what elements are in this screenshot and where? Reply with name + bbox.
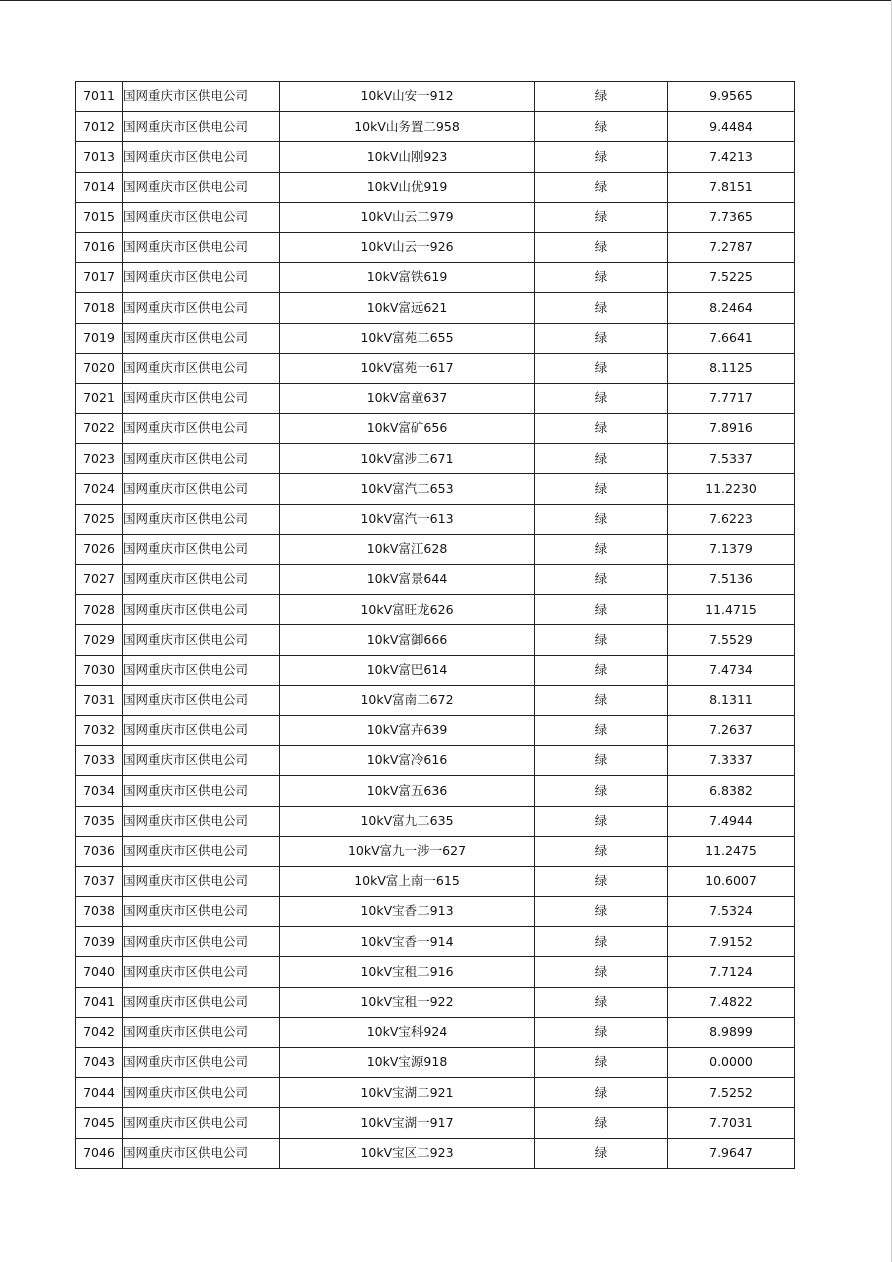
cell-value: 11.2475	[668, 836, 795, 866]
cell-value: 7.4822	[668, 987, 795, 1017]
cell-value: 7.9647	[668, 1138, 795, 1168]
table-row	[76, 414, 795, 444]
cell-line-name: 10kV富矿656	[280, 414, 535, 444]
cell-line-name: 10kV宝租一922	[280, 987, 535, 1017]
cell-line-name: 10kV山安一912	[280, 82, 535, 112]
cell-company: 国网重庆市区供电公司	[123, 444, 280, 474]
cell-line-name: 10kV山云二979	[280, 202, 535, 232]
cell-color-grade: 绿	[535, 987, 668, 1017]
cell-value: 8.1311	[668, 685, 795, 715]
cell-company: 国网重庆市区供电公司	[123, 202, 280, 232]
cell-id: 7029	[76, 625, 123, 655]
cell-id: 7015	[76, 202, 123, 232]
cell-id: 7028	[76, 595, 123, 625]
cell-line-name: 10kV富铁619	[280, 263, 535, 293]
cell-company: 国网重庆市区供电公司	[123, 504, 280, 534]
table-row	[76, 142, 795, 172]
cell-id: 7041	[76, 987, 123, 1017]
cell-line-name: 10kV富苑二655	[280, 323, 535, 353]
cell-value: 6.8382	[668, 776, 795, 806]
cell-id: 7044	[76, 1078, 123, 1108]
cell-id: 7036	[76, 836, 123, 866]
data-table	[75, 81, 795, 1169]
cell-color-grade: 绿	[535, 595, 668, 625]
cell-color-grade: 绿	[535, 172, 668, 202]
table-row	[76, 1078, 795, 1108]
cell-value: 7.5252	[668, 1078, 795, 1108]
table-row	[76, 806, 795, 836]
cell-color-grade: 绿	[535, 504, 668, 534]
table-row	[76, 897, 795, 927]
cell-line-name: 10kV富苑一617	[280, 353, 535, 383]
table-row	[76, 1048, 795, 1078]
cell-color-grade: 绿	[535, 776, 668, 806]
cell-color-grade: 绿	[535, 474, 668, 504]
cell-company: 国网重庆市区供电公司	[123, 836, 280, 866]
cell-id: 7037	[76, 866, 123, 896]
cell-value: 7.9152	[668, 927, 795, 957]
table-row	[76, 1017, 795, 1047]
table-row	[76, 1108, 795, 1138]
cell-id: 7019	[76, 323, 123, 353]
cell-color-grade: 绿	[535, 685, 668, 715]
cell-color-grade: 绿	[535, 1138, 668, 1168]
cell-id: 7040	[76, 957, 123, 987]
cell-value: 0.0000	[668, 1048, 795, 1078]
cell-value: 7.2787	[668, 232, 795, 262]
cell-value: 7.1379	[668, 534, 795, 564]
cell-id: 7032	[76, 715, 123, 745]
cell-color-grade: 绿	[535, 1078, 668, 1108]
cell-value: 7.3337	[668, 746, 795, 776]
cell-company: 国网重庆市区供电公司	[123, 82, 280, 112]
cell-color-grade: 绿	[535, 565, 668, 595]
cell-id: 7030	[76, 655, 123, 685]
cell-line-name: 10kV宝湖二921	[280, 1078, 535, 1108]
cell-value: 7.7717	[668, 383, 795, 413]
cell-company: 国网重庆市区供电公司	[123, 595, 280, 625]
cell-id: 7018	[76, 293, 123, 323]
table-row	[76, 776, 795, 806]
table-row	[76, 746, 795, 776]
cell-value: 7.4944	[668, 806, 795, 836]
cell-value: 7.6223	[668, 504, 795, 534]
table-row	[76, 957, 795, 987]
cell-value: 7.5529	[668, 625, 795, 655]
cell-value: 7.4213	[668, 142, 795, 172]
cell-id: 7039	[76, 927, 123, 957]
cell-company: 国网重庆市区供电公司	[123, 776, 280, 806]
cell-line-name: 10kV宝湖一917	[280, 1108, 535, 1138]
cell-id: 7016	[76, 232, 123, 262]
cell-company: 国网重庆市区供电公司	[123, 987, 280, 1017]
cell-value: 7.8151	[668, 172, 795, 202]
cell-line-name: 10kV富五636	[280, 776, 535, 806]
cell-id: 7043	[76, 1048, 123, 1078]
cell-company: 国网重庆市区供电公司	[123, 414, 280, 444]
table-row	[76, 293, 795, 323]
table-row	[76, 474, 795, 504]
cell-id: 7031	[76, 685, 123, 715]
table-row	[76, 866, 795, 896]
cell-color-grade: 绿	[535, 715, 668, 745]
cell-id: 7023	[76, 444, 123, 474]
cell-value: 8.9899	[668, 1017, 795, 1047]
cell-line-name: 10kV富童637	[280, 383, 535, 413]
table-row	[76, 595, 795, 625]
table-row	[76, 82, 795, 112]
table-row	[76, 172, 795, 202]
cell-color-grade: 绿	[535, 625, 668, 655]
cell-line-name: 10kV山刚923	[280, 142, 535, 172]
cell-company: 国网重庆市区供电公司	[123, 383, 280, 413]
cell-line-name: 10kV宝科924	[280, 1017, 535, 1047]
cell-company: 国网重庆市区供电公司	[123, 534, 280, 564]
cell-company: 国网重庆市区供电公司	[123, 263, 280, 293]
cell-id: 7011	[76, 82, 123, 112]
cell-value: 7.5225	[668, 263, 795, 293]
cell-id: 7042	[76, 1017, 123, 1047]
cell-id: 7045	[76, 1108, 123, 1138]
table-row	[76, 202, 795, 232]
cell-color-grade: 绿	[535, 655, 668, 685]
cell-company: 国网重庆市区供电公司	[123, 112, 280, 142]
cell-value: 7.4734	[668, 655, 795, 685]
cell-color-grade: 绿	[535, 746, 668, 776]
cell-color-grade: 绿	[535, 836, 668, 866]
table-body	[76, 82, 795, 1169]
cell-line-name: 10kV富远621	[280, 293, 535, 323]
cell-company: 国网重庆市区供电公司	[123, 715, 280, 745]
cell-color-grade: 绿	[535, 866, 668, 896]
cell-color-grade: 绿	[535, 82, 668, 112]
cell-id: 7025	[76, 504, 123, 534]
cell-color-grade: 绿	[535, 897, 668, 927]
cell-company: 国网重庆市区供电公司	[123, 625, 280, 655]
cell-color-grade: 绿	[535, 414, 668, 444]
cell-value: 7.5324	[668, 897, 795, 927]
table-row	[76, 625, 795, 655]
cell-color-grade: 绿	[535, 534, 668, 564]
cell-company: 国网重庆市区供电公司	[123, 172, 280, 202]
cell-line-name: 10kV富御666	[280, 625, 535, 655]
cell-line-name: 10kV富景644	[280, 565, 535, 595]
table-row	[76, 1138, 795, 1168]
cell-line-name: 10kV富上南一615	[280, 866, 535, 896]
cell-color-grade: 绿	[535, 202, 668, 232]
table-row	[76, 534, 795, 564]
cell-line-name: 10kV山云一926	[280, 232, 535, 262]
cell-company: 国网重庆市区供电公司	[123, 474, 280, 504]
cell-line-name: 10kV富卉639	[280, 715, 535, 745]
cell-company: 国网重庆市区供电公司	[123, 142, 280, 172]
table-row	[76, 836, 795, 866]
table-row	[76, 353, 795, 383]
cell-id: 7013	[76, 142, 123, 172]
cell-company: 国网重庆市区供电公司	[123, 1108, 280, 1138]
table-row	[76, 323, 795, 353]
cell-id: 7024	[76, 474, 123, 504]
cell-line-name: 10kV富旺龙626	[280, 595, 535, 625]
cell-id: 7026	[76, 534, 123, 564]
cell-company: 国网重庆市区供电公司	[123, 565, 280, 595]
cell-id: 7012	[76, 112, 123, 142]
cell-company: 国网重庆市区供电公司	[123, 866, 280, 896]
cell-color-grade: 绿	[535, 263, 668, 293]
table-row	[76, 685, 795, 715]
cell-line-name: 10kV富南二672	[280, 685, 535, 715]
cell-color-grade: 绿	[535, 1108, 668, 1138]
table-row	[76, 565, 795, 595]
cell-color-grade: 绿	[535, 444, 668, 474]
cell-company: 国网重庆市区供电公司	[123, 897, 280, 927]
cell-line-name: 10kV富涉二671	[280, 444, 535, 474]
cell-value: 7.2637	[668, 715, 795, 745]
cell-line-name: 10kV宝区二923	[280, 1138, 535, 1168]
cell-color-grade: 绿	[535, 1048, 668, 1078]
table-row	[76, 504, 795, 534]
cell-color-grade: 绿	[535, 232, 668, 262]
cell-color-grade: 绿	[535, 957, 668, 987]
cell-color-grade: 绿	[535, 927, 668, 957]
table-row	[76, 715, 795, 745]
cell-company: 国网重庆市区供电公司	[123, 1078, 280, 1108]
cell-line-name: 10kV富九二635	[280, 806, 535, 836]
cell-line-name: 10kV富九一涉一627	[280, 836, 535, 866]
cell-value: 10.6007	[668, 866, 795, 896]
cell-color-grade: 绿	[535, 293, 668, 323]
cell-color-grade: 绿	[535, 112, 668, 142]
cell-value: 9.4484	[668, 112, 795, 142]
cell-id: 7014	[76, 172, 123, 202]
cell-value: 7.7031	[668, 1108, 795, 1138]
cell-id: 7020	[76, 353, 123, 383]
cell-color-grade: 绿	[535, 353, 668, 383]
cell-color-grade: 绿	[535, 323, 668, 353]
page-top-rule	[0, 0, 892, 1]
cell-value: 11.2230	[668, 474, 795, 504]
cell-value: 7.5136	[668, 565, 795, 595]
cell-id: 7021	[76, 383, 123, 413]
cell-id: 7033	[76, 746, 123, 776]
cell-line-name: 10kV富江628	[280, 534, 535, 564]
cell-line-name: 10kV富冷616	[280, 746, 535, 776]
cell-company: 国网重庆市区供电公司	[123, 806, 280, 836]
cell-company: 国网重庆市区供电公司	[123, 927, 280, 957]
cell-id: 7038	[76, 897, 123, 927]
cell-id: 7022	[76, 414, 123, 444]
cell-value: 7.6641	[668, 323, 795, 353]
cell-value: 9.9565	[668, 82, 795, 112]
cell-value: 7.7365	[668, 202, 795, 232]
cell-line-name: 10kV山务置二958	[280, 112, 535, 142]
table-row	[76, 232, 795, 262]
cell-line-name: 10kV富巴614	[280, 655, 535, 685]
cell-color-grade: 绿	[535, 383, 668, 413]
cell-line-name: 10kV山优919	[280, 172, 535, 202]
cell-company: 国网重庆市区供电公司	[123, 1017, 280, 1047]
table-row	[76, 655, 795, 685]
cell-id: 7034	[76, 776, 123, 806]
cell-company: 国网重庆市区供电公司	[123, 655, 280, 685]
cell-color-grade: 绿	[535, 142, 668, 172]
cell-id: 7035	[76, 806, 123, 836]
cell-company: 国网重庆市区供电公司	[123, 1048, 280, 1078]
cell-id: 7027	[76, 565, 123, 595]
cell-company: 国网重庆市区供电公司	[123, 323, 280, 353]
cell-color-grade: 绿	[535, 806, 668, 836]
cell-company: 国网重庆市区供电公司	[123, 957, 280, 987]
table-row	[76, 383, 795, 413]
table-row	[76, 927, 795, 957]
cell-company: 国网重庆市区供电公司	[123, 1138, 280, 1168]
cell-line-name: 10kV富汽一613	[280, 504, 535, 534]
cell-line-name: 10kV宝香二913	[280, 897, 535, 927]
cell-value: 8.1125	[668, 353, 795, 383]
cell-line-name: 10kV宝租二916	[280, 957, 535, 987]
cell-id: 7046	[76, 1138, 123, 1168]
cell-line-name: 10kV宝源918	[280, 1048, 535, 1078]
cell-company: 国网重庆市区供电公司	[123, 353, 280, 383]
cell-id: 7017	[76, 263, 123, 293]
table-row	[76, 112, 795, 142]
table-row	[76, 987, 795, 1017]
cell-value: 7.8916	[668, 414, 795, 444]
cell-company: 国网重庆市区供电公司	[123, 685, 280, 715]
cell-company: 国网重庆市区供电公司	[123, 232, 280, 262]
cell-company: 国网重庆市区供电公司	[123, 293, 280, 323]
cell-value: 7.7124	[668, 957, 795, 987]
table-row	[76, 444, 795, 474]
cell-value: 8.2464	[668, 293, 795, 323]
cell-line-name: 10kV宝香一914	[280, 927, 535, 957]
cell-line-name: 10kV富汽二653	[280, 474, 535, 504]
cell-color-grade: 绿	[535, 1017, 668, 1047]
table-row	[76, 263, 795, 293]
cell-value: 7.5337	[668, 444, 795, 474]
cell-company: 国网重庆市区供电公司	[123, 746, 280, 776]
cell-value: 11.4715	[668, 595, 795, 625]
